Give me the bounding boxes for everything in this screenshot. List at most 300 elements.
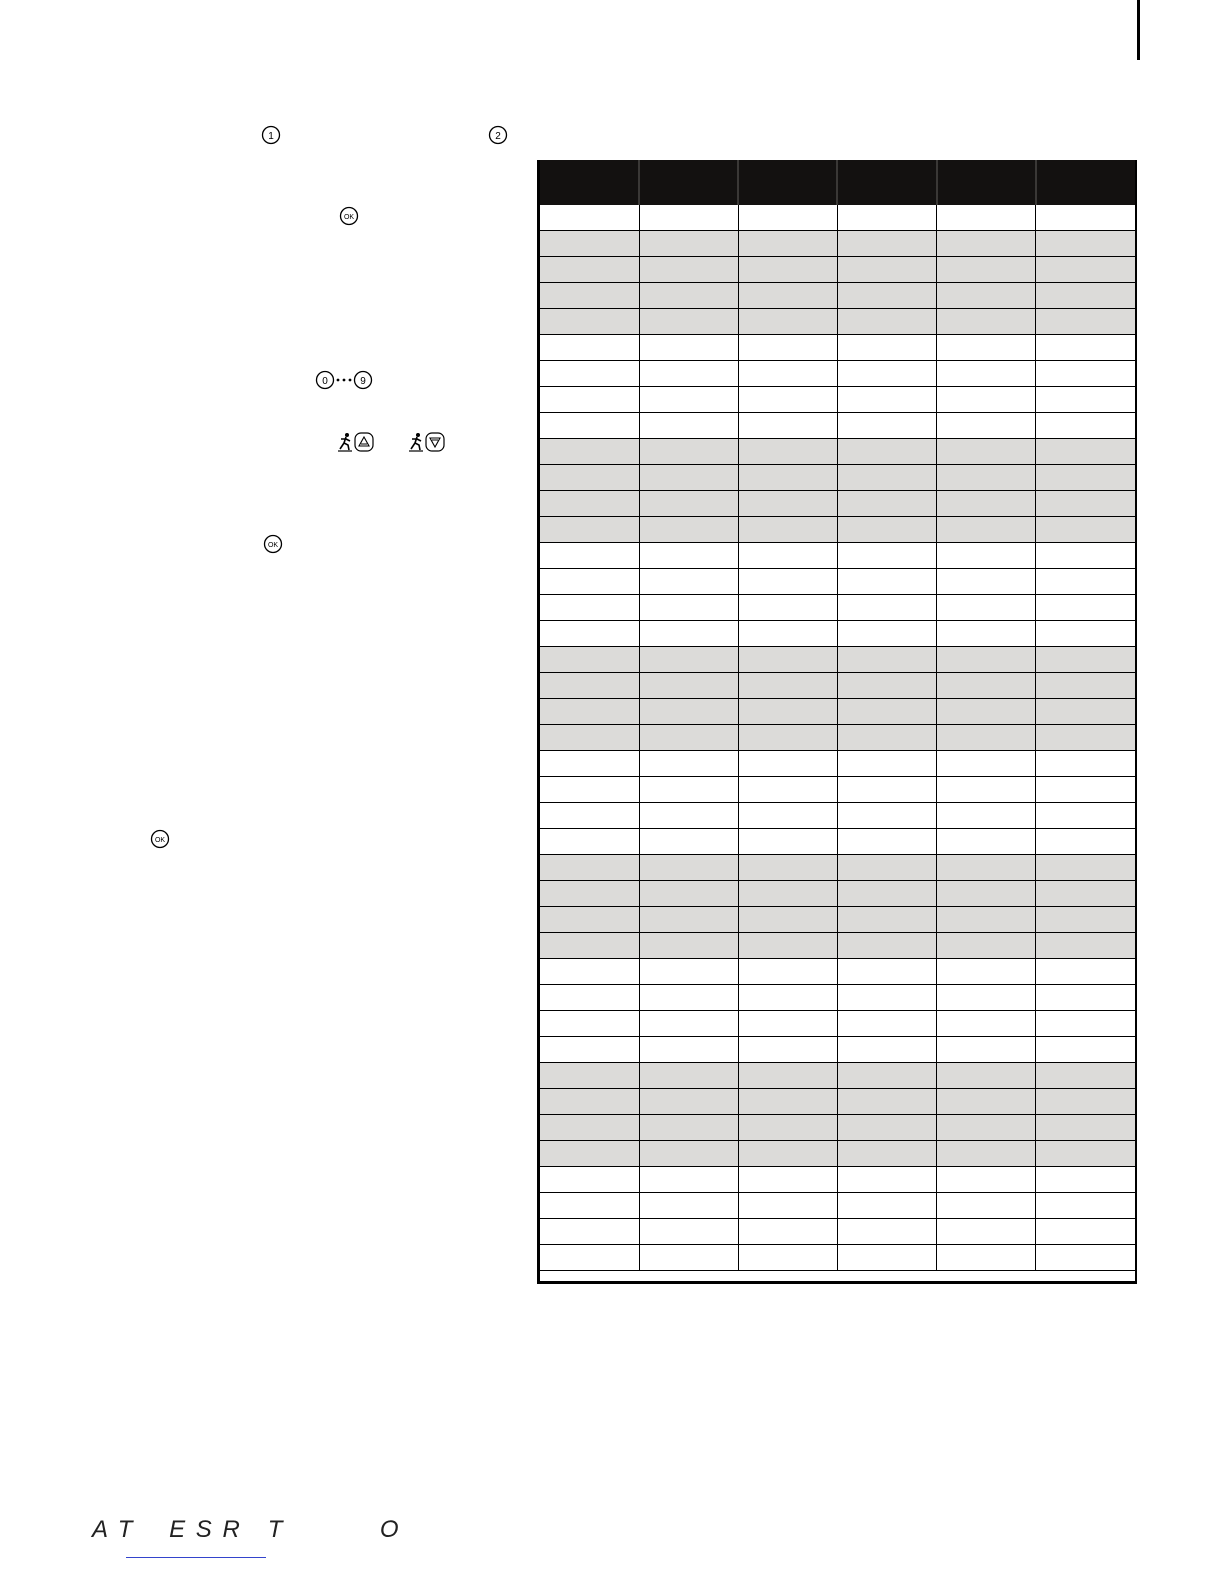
table-row — [540, 543, 1135, 569]
table-row — [540, 1141, 1135, 1167]
table-cell — [738, 959, 837, 985]
ok-button-icon — [263, 534, 283, 554]
table-cell — [937, 985, 1036, 1011]
table-cell — [1036, 933, 1135, 959]
table-cell — [738, 465, 837, 491]
table-cell — [837, 1219, 936, 1245]
svg-text:OK: OK — [267, 542, 279, 549]
table-cell — [540, 569, 639, 595]
table-cell — [837, 1063, 936, 1089]
table-cell — [738, 387, 837, 413]
table-cell — [639, 777, 738, 803]
table-cell — [937, 569, 1036, 595]
table-cell — [738, 1245, 837, 1271]
table-cell — [837, 803, 936, 829]
table-cell — [540, 621, 639, 647]
table-cell — [837, 283, 936, 309]
table-cell — [937, 1115, 1036, 1141]
table-cell — [738, 907, 837, 933]
table-cell — [1036, 621, 1135, 647]
table-cell — [937, 413, 1036, 439]
table-cell — [1036, 1063, 1135, 1089]
table-cell — [639, 907, 738, 933]
table-cell — [1036, 725, 1135, 751]
table-cell — [738, 439, 837, 465]
table-cell — [738, 205, 837, 231]
table-cell — [639, 1115, 738, 1141]
table-cell — [639, 543, 738, 569]
table-cell — [738, 1167, 837, 1193]
table-cell — [1036, 1011, 1135, 1037]
table-cell — [540, 1245, 639, 1271]
step-2-icon — [488, 125, 508, 145]
table-cell — [837, 933, 936, 959]
table-cell — [738, 595, 837, 621]
table-row — [540, 491, 1135, 517]
table-cell — [937, 543, 1036, 569]
table-cell — [837, 387, 936, 413]
table-cell — [837, 439, 936, 465]
table-header-row — [540, 160, 1135, 205]
table-cell — [937, 1167, 1036, 1193]
table-cell — [639, 1167, 738, 1193]
table-cell — [937, 595, 1036, 621]
table-cell — [1036, 699, 1135, 725]
table-row — [540, 985, 1135, 1011]
table-cell — [738, 543, 837, 569]
table-cell — [738, 1219, 837, 1245]
table-cell — [738, 933, 837, 959]
ok-button-icon — [339, 206, 359, 226]
table-cell — [1036, 465, 1135, 491]
table-row — [540, 569, 1135, 595]
table-cell — [639, 985, 738, 1011]
table-cell — [1036, 1167, 1135, 1193]
table-cell — [639, 1037, 738, 1063]
digit-keys-icon — [315, 370, 373, 390]
table-cell — [738, 257, 837, 283]
table-cell — [837, 569, 936, 595]
table-row — [540, 725, 1135, 751]
table-cell — [1036, 829, 1135, 855]
table-cell — [837, 985, 936, 1011]
table-cell — [738, 569, 837, 595]
table-cell — [837, 751, 936, 777]
table-cell — [837, 309, 936, 335]
table-cell — [639, 725, 738, 751]
table-cell — [1036, 205, 1135, 231]
channel-up-icon — [337, 431, 375, 453]
table-cell — [639, 1063, 738, 1089]
table-cell — [937, 1037, 1036, 1063]
table-cell — [540, 881, 639, 907]
table-row — [540, 517, 1135, 543]
table-cell — [1036, 1245, 1135, 1271]
svg-text:9: 9 — [360, 376, 366, 387]
table-cell — [639, 803, 738, 829]
table-cell — [1036, 231, 1135, 257]
table-row — [540, 257, 1135, 283]
table-cell — [639, 881, 738, 907]
table-cell — [639, 309, 738, 335]
table-cell — [937, 335, 1036, 361]
table-cell — [639, 1011, 738, 1037]
table-cell — [937, 621, 1036, 647]
table-cell — [937, 1089, 1036, 1115]
table-row — [540, 699, 1135, 725]
table-cell — [540, 595, 639, 621]
table-cell — [1036, 569, 1135, 595]
table-cell — [937, 881, 1036, 907]
table-cell — [1036, 673, 1135, 699]
table-cell — [639, 335, 738, 361]
table-cell — [837, 881, 936, 907]
table-cell — [738, 309, 837, 335]
table-cell — [738, 335, 837, 361]
table-cell — [1036, 985, 1135, 1011]
table-cell — [738, 1063, 837, 1089]
table-cell — [937, 699, 1036, 725]
corner-rule — [1137, 0, 1140, 60]
table-cell — [837, 959, 936, 985]
table-cell — [540, 517, 639, 543]
table-cell — [540, 699, 639, 725]
table-cell — [1036, 855, 1135, 881]
table-row — [540, 361, 1135, 387]
table-row — [540, 907, 1135, 933]
table-cell — [639, 231, 738, 257]
table-cell — [1036, 387, 1135, 413]
table-row — [540, 673, 1135, 699]
table-cell — [738, 751, 837, 777]
table-row — [540, 335, 1135, 361]
table-cell — [837, 517, 936, 543]
table-cell — [540, 803, 639, 829]
table-cell — [540, 907, 639, 933]
table-cell — [639, 439, 738, 465]
table-cell — [639, 621, 738, 647]
table-row — [540, 1037, 1135, 1063]
table-cell — [837, 829, 936, 855]
table-cell — [937, 1011, 1036, 1037]
svg-text:OK: OK — [154, 837, 166, 844]
table-cell — [639, 933, 738, 959]
table-cell — [540, 647, 639, 673]
table-cell — [937, 387, 1036, 413]
table-body — [540, 205, 1135, 1271]
table-row — [540, 309, 1135, 335]
table-cell — [738, 985, 837, 1011]
table-cell — [837, 257, 936, 283]
table-cell — [937, 725, 1036, 751]
table-cell — [738, 881, 837, 907]
table-cell — [1036, 1219, 1135, 1245]
table-row — [540, 959, 1135, 985]
table-cell — [639, 361, 738, 387]
table-cell — [837, 543, 936, 569]
channel-down-icon — [408, 431, 446, 453]
table-cell — [1036, 413, 1135, 439]
svg-text:2: 2 — [495, 131, 501, 142]
table-row — [540, 777, 1135, 803]
table-cell — [937, 777, 1036, 803]
table-cell — [837, 647, 936, 673]
table-cell — [937, 309, 1036, 335]
table-cell — [837, 465, 936, 491]
table-header-cell — [937, 160, 1036, 205]
table-row — [540, 439, 1135, 465]
table-cell — [540, 933, 639, 959]
table-cell — [1036, 1193, 1135, 1219]
table-cell — [837, 231, 936, 257]
table-cell — [1036, 751, 1135, 777]
table-cell — [937, 361, 1036, 387]
table-row — [540, 1245, 1135, 1271]
footer-text: A T E S R T O — [92, 1516, 401, 1543]
table-cell — [937, 283, 1036, 309]
table-row — [540, 751, 1135, 777]
table-cell — [1036, 283, 1135, 309]
table-cell — [837, 1193, 936, 1219]
table-cell — [738, 1089, 837, 1115]
table-cell — [738, 231, 837, 257]
table-cell — [540, 231, 639, 257]
table-cell — [937, 829, 1036, 855]
table-cell — [1036, 881, 1135, 907]
table-cell — [738, 777, 837, 803]
table-cell — [639, 491, 738, 517]
table-row — [540, 387, 1135, 413]
table-cell — [540, 673, 639, 699]
table-cell — [1036, 1115, 1135, 1141]
table-cell — [937, 1245, 1036, 1271]
table-row — [540, 855, 1135, 881]
table-cell — [738, 517, 837, 543]
channel-grid — [540, 160, 1135, 1271]
table-row — [540, 829, 1135, 855]
table-cell — [937, 673, 1036, 699]
table-cell — [1036, 647, 1135, 673]
table-cell — [639, 595, 738, 621]
table-row — [540, 881, 1135, 907]
table-cell — [1036, 777, 1135, 803]
table-row — [540, 283, 1135, 309]
table-cell — [937, 439, 1036, 465]
table-cell — [639, 387, 738, 413]
table-cell — [639, 699, 738, 725]
table-cell — [837, 595, 936, 621]
table-cell — [837, 413, 936, 439]
table-cell — [540, 309, 639, 335]
table-cell — [540, 543, 639, 569]
table-cell — [837, 621, 936, 647]
table-cell — [837, 335, 936, 361]
ok-button-icon — [150, 829, 170, 849]
table-cell — [639, 257, 738, 283]
table-row — [540, 1167, 1135, 1193]
table-cell — [837, 1115, 936, 1141]
table-cell — [738, 491, 837, 517]
table-row — [540, 413, 1135, 439]
table-cell — [540, 1141, 639, 1167]
table-cell — [540, 1011, 639, 1037]
table-cell — [540, 1115, 639, 1141]
table-cell — [1036, 1037, 1135, 1063]
table-header-cell — [738, 160, 837, 205]
table-row — [540, 205, 1135, 231]
table-cell — [1036, 803, 1135, 829]
table-cell — [540, 829, 639, 855]
footer-link-underline[interactable] — [126, 1557, 266, 1558]
table-cell — [738, 1141, 837, 1167]
table-row — [540, 1063, 1135, 1089]
table-cell — [540, 855, 639, 881]
table-cell — [1036, 309, 1135, 335]
table-cell — [540, 1089, 639, 1115]
table-cell — [738, 413, 837, 439]
table-header-cell — [639, 160, 738, 205]
table-cell — [1036, 439, 1135, 465]
table-cell — [540, 465, 639, 491]
table-cell — [639, 413, 738, 439]
table-cell — [540, 439, 639, 465]
table-cell — [639, 1089, 738, 1115]
table-cell — [937, 855, 1036, 881]
table-header-cell — [540, 160, 639, 205]
table-cell — [639, 283, 738, 309]
table-cell — [1036, 361, 1135, 387]
table-cell — [639, 751, 738, 777]
table-cell — [937, 803, 1036, 829]
table-cell — [738, 361, 837, 387]
table-cell — [837, 907, 936, 933]
table-cell — [738, 1037, 837, 1063]
table-cell — [1036, 335, 1135, 361]
table-cell — [639, 1245, 738, 1271]
table-cell — [837, 1011, 936, 1037]
table-cell — [738, 621, 837, 647]
table-cell — [540, 387, 639, 413]
table-cell — [639, 673, 738, 699]
table-cell — [837, 1245, 936, 1271]
table-cell — [540, 335, 639, 361]
table-row — [540, 803, 1135, 829]
table-cell — [738, 699, 837, 725]
table-cell — [540, 985, 639, 1011]
table-row — [540, 465, 1135, 491]
svg-text:OK: OK — [343, 214, 355, 221]
table-row — [540, 621, 1135, 647]
table-cell — [837, 1089, 936, 1115]
table-row — [540, 1219, 1135, 1245]
table-cell — [738, 829, 837, 855]
table-cell — [837, 205, 936, 231]
table-cell — [639, 465, 738, 491]
table-cell — [937, 1219, 1036, 1245]
table-cell — [1036, 595, 1135, 621]
table-cell — [540, 361, 639, 387]
table-cell — [540, 1193, 639, 1219]
table-cell — [937, 751, 1036, 777]
table-cell — [937, 205, 1036, 231]
table-cell — [738, 1193, 837, 1219]
table-cell — [639, 1193, 738, 1219]
table-row — [540, 1089, 1135, 1115]
table-header-cell — [837, 160, 936, 205]
table-cell — [837, 1167, 936, 1193]
table-cell — [540, 959, 639, 985]
table-cell — [540, 205, 639, 231]
table-cell — [540, 725, 639, 751]
table-cell — [837, 725, 936, 751]
table-cell — [937, 231, 1036, 257]
table-cell — [738, 803, 837, 829]
table-cell — [1036, 491, 1135, 517]
table-cell — [837, 491, 936, 517]
table-cell — [738, 855, 837, 881]
table-cell — [837, 777, 936, 803]
table-cell — [937, 465, 1036, 491]
table-cell — [540, 1219, 639, 1245]
table-cell — [540, 1167, 639, 1193]
svg-text:1: 1 — [268, 131, 274, 142]
table-cell — [639, 1219, 738, 1245]
table-cell — [540, 257, 639, 283]
table-cell — [837, 855, 936, 881]
table-cell — [937, 959, 1036, 985]
table-cell — [837, 699, 936, 725]
table-cell — [937, 907, 1036, 933]
table-cell — [738, 1115, 837, 1141]
table-row — [540, 595, 1135, 621]
table-cell — [937, 491, 1036, 517]
table-cell — [1036, 257, 1135, 283]
table-cell — [837, 673, 936, 699]
table-cell — [540, 777, 639, 803]
table-cell — [639, 959, 738, 985]
table-cell — [937, 1063, 1036, 1089]
table-cell — [937, 647, 1036, 673]
table-cell — [1036, 1141, 1135, 1167]
table-row — [540, 647, 1135, 673]
step-1-icon — [261, 125, 281, 145]
table-cell — [540, 1037, 639, 1063]
table-cell — [639, 1141, 738, 1167]
table-row — [540, 231, 1135, 257]
table-cell — [1036, 959, 1135, 985]
table-cell — [639, 855, 738, 881]
table-cell — [540, 491, 639, 517]
table-cell — [738, 673, 837, 699]
table-cell — [738, 283, 837, 309]
table-row — [540, 1011, 1135, 1037]
table-cell — [738, 1011, 837, 1037]
table-cell — [937, 1141, 1036, 1167]
table-cell — [639, 205, 738, 231]
table-row — [540, 933, 1135, 959]
table-cell — [837, 1037, 936, 1063]
table-cell — [937, 517, 1036, 543]
table-cell — [738, 725, 837, 751]
table-cell — [937, 1193, 1036, 1219]
table-cell — [540, 751, 639, 777]
table-cell — [540, 283, 639, 309]
svg-text:0: 0 — [322, 376, 328, 387]
table-cell — [639, 647, 738, 673]
table-cell — [837, 1141, 936, 1167]
table-cell — [738, 647, 837, 673]
table-cell — [837, 361, 936, 387]
